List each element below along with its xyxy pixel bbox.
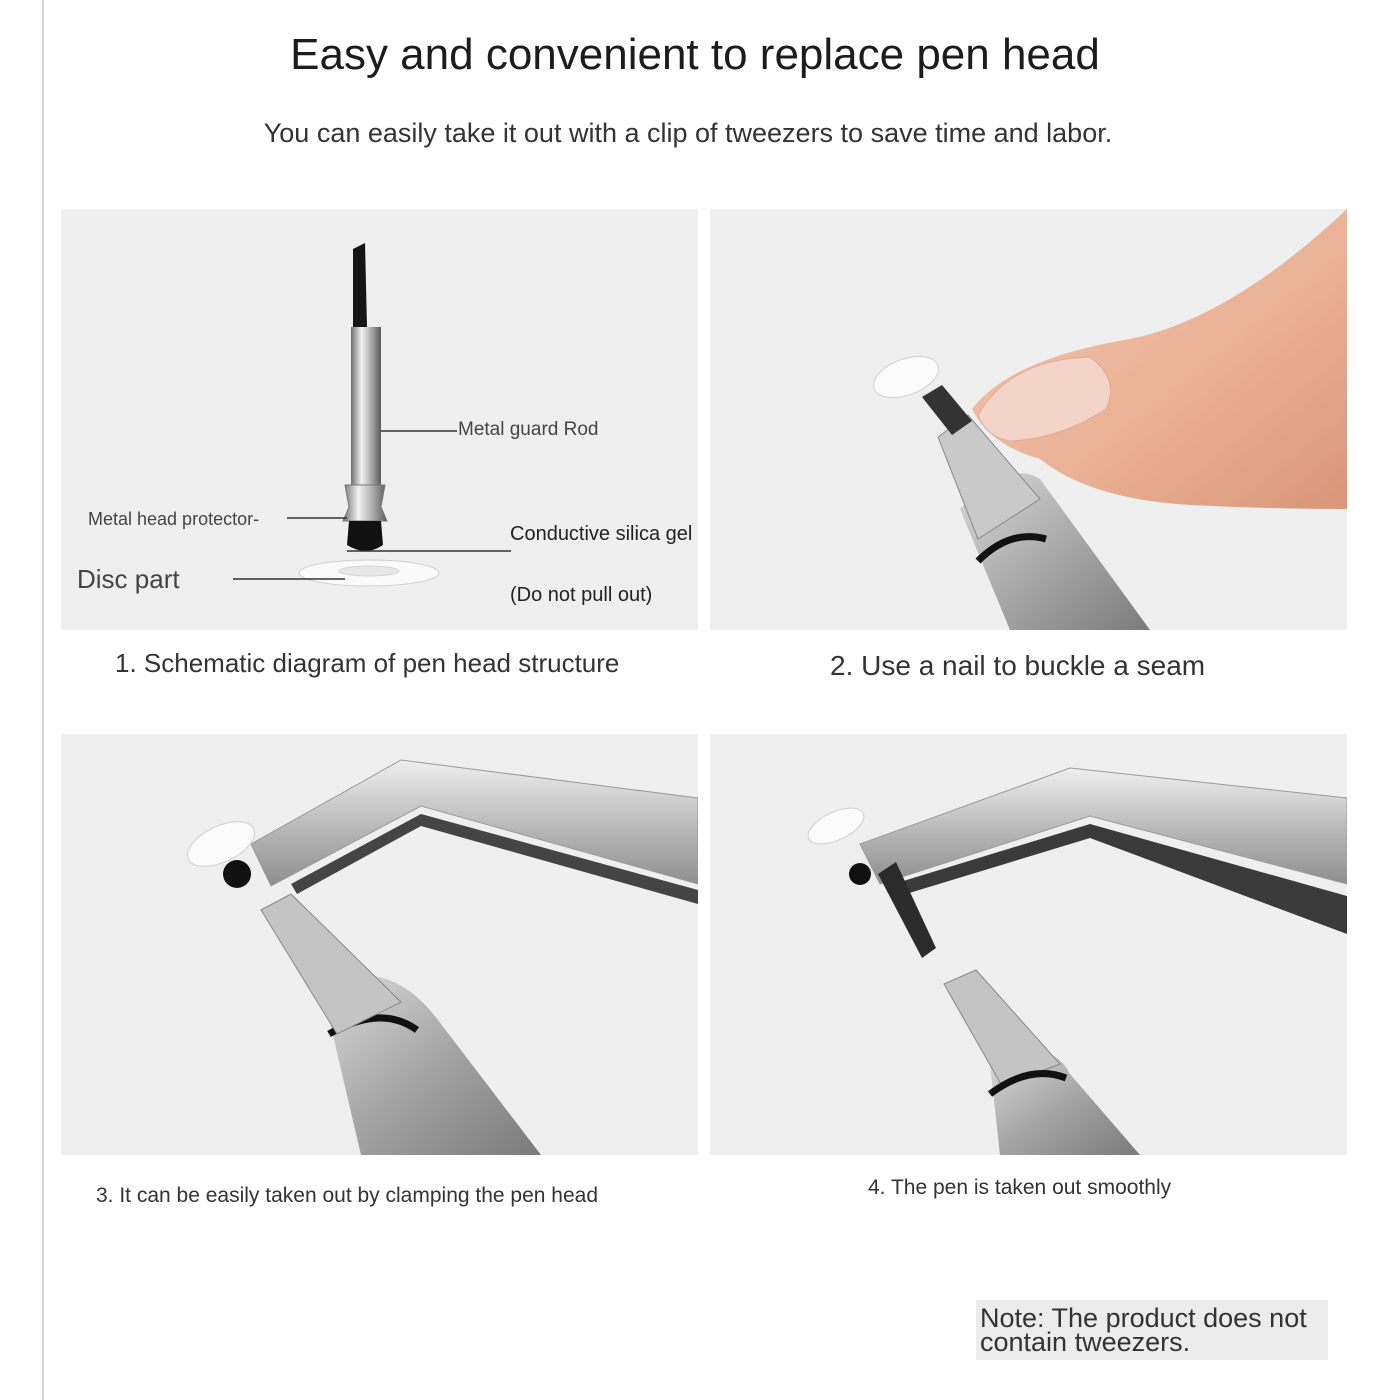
note-line-2: contain tweezers. bbox=[980, 1327, 1191, 1357]
label-disc-part: Disc part bbox=[77, 564, 180, 594]
note-box bbox=[976, 1300, 1328, 1360]
step-3-caption: 3. It can be easily taken out by clamping the pen head bbox=[96, 1184, 599, 1207]
step-1-caption: 1. Schematic diagram of pen head structure bbox=[115, 648, 620, 678]
page-title: Easy and convenient to replace pen head bbox=[290, 30, 1100, 79]
label-metal-head-protector: Metal head protector- bbox=[88, 509, 260, 529]
label-conductive-silica-gel: Conductive silica gel bbox=[510, 523, 693, 545]
label-do-not-pull-out: (Do not pull out) bbox=[510, 584, 653, 606]
note-line-1: Note: The product does not bbox=[980, 1303, 1307, 1333]
schematic-diagram-image bbox=[61, 209, 698, 630]
step-2-caption: 2. Use a nail to buckle a seam bbox=[830, 650, 1206, 681]
nail-buckle-image bbox=[710, 209, 1347, 630]
pen-head-removed-image bbox=[710, 734, 1347, 1155]
label-metal-guard-rod: Metal guard Rod bbox=[458, 419, 599, 440]
step-4-caption: 4. The pen is taken out smoothly bbox=[868, 1176, 1172, 1199]
left-border bbox=[42, 0, 44, 1400]
page-subtitle: You can easily take it out with a clip of tweezers to save time and labor. bbox=[263, 118, 1113, 148]
tweezers-clamping-image bbox=[61, 734, 698, 1155]
